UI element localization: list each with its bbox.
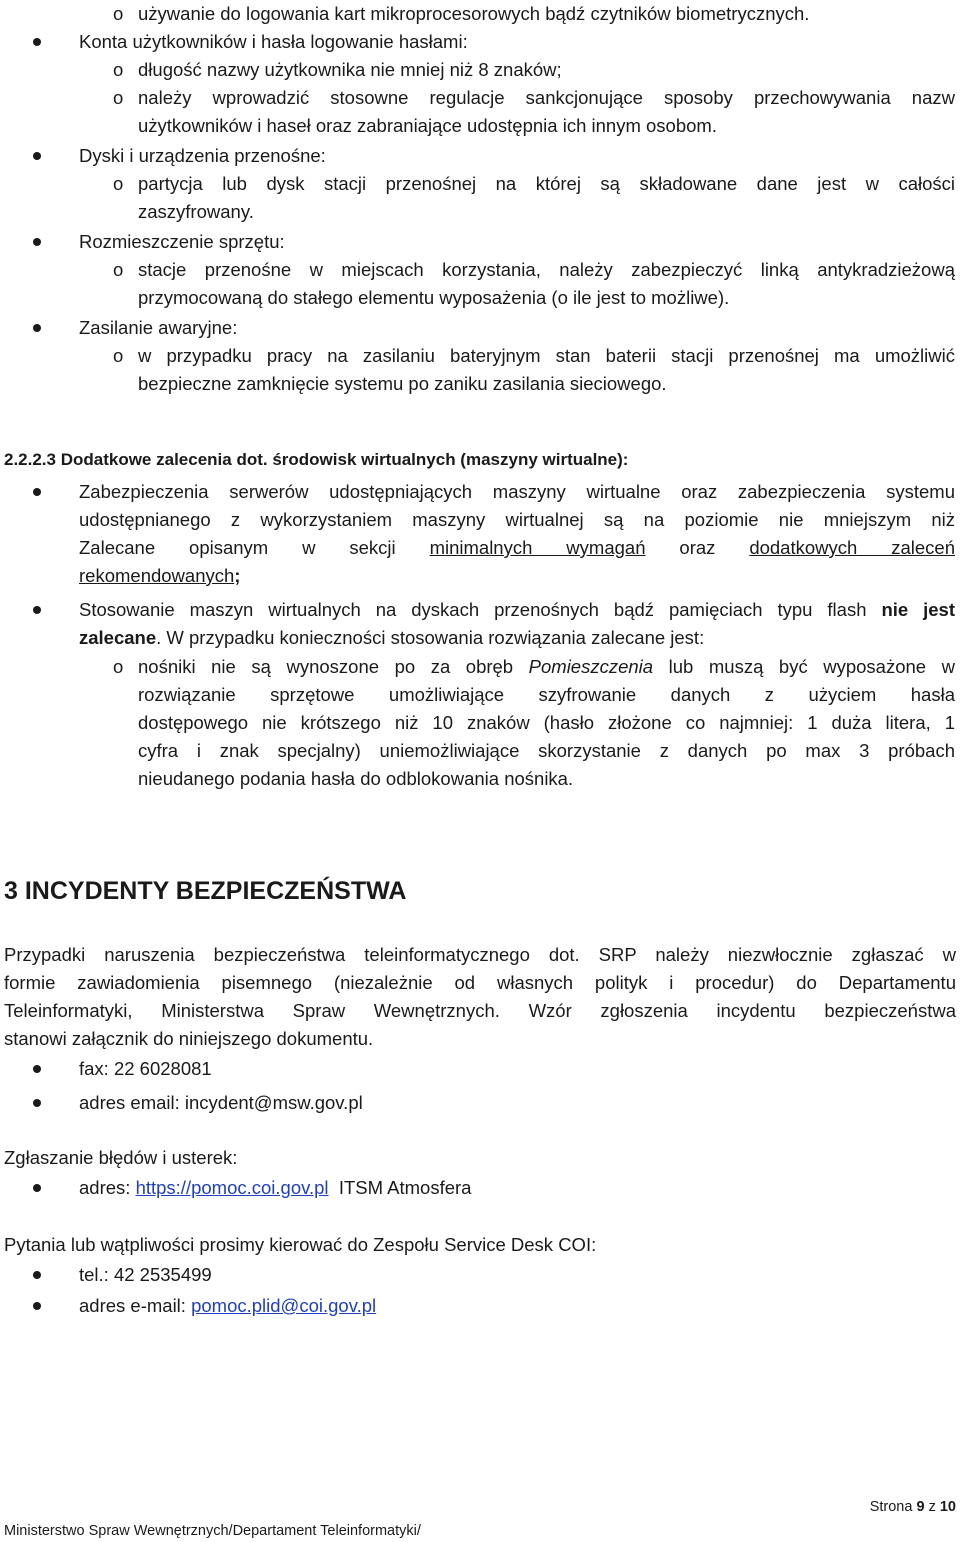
text-run: nośniki nie są wynoszone po za obręb	[138, 656, 529, 677]
text-run: ITSM Atmosfera	[328, 1177, 472, 1198]
paragraph-line	[0, 997, 960, 1025]
list-text	[79, 1292, 955, 1320]
page-number-text	[870, 1496, 956, 1518]
list-item-continued	[0, 562, 960, 590]
list-text: udostępnianego z wykorzystaniem maszyny wirtualnej są na poziomie nie mniejszym niż	[79, 509, 955, 530]
sub-bullet-marker: o	[113, 259, 124, 280]
paragraph-line	[0, 1144, 960, 1172]
text-run: adres e-mail:	[79, 1295, 192, 1316]
chapter-heading	[0, 874, 960, 908]
list-item	[0, 1292, 960, 1320]
list-text: Konta użytkowników i hasła logowanie hasłami:	[79, 31, 468, 52]
list-text: dostępowego nie krótszego niż 10 znaków (hasło złożone co najmniej: 1 duża litera, 1	[138, 712, 955, 733]
heading-text: 2.2.2.3 Dodatkowe zalecenia dot. środowisk wirtualnych (maszyny wirtualne):	[4, 450, 629, 469]
list-text	[79, 534, 955, 562]
list-item	[0, 142, 960, 170]
recommended-link[interactable]: rekomendowanych	[79, 565, 235, 586]
list-item	[0, 1055, 960, 1083]
list-item	[0, 1089, 960, 1117]
text-run: ;	[234, 565, 241, 586]
paragraph-text: Przypadki naruszenia bezpieczeństwa teleinformatycznego dot. SRP należy niezwłocznie zgłaszać w	[4, 944, 956, 965]
list-text	[138, 653, 955, 681]
email-text: adres email: incydent@msw.gov.pl	[79, 1092, 363, 1113]
bullet-icon	[33, 606, 41, 614]
list-item	[0, 28, 960, 56]
list-text	[79, 562, 955, 590]
paragraph-text: stanowi załącznik do niniejszego dokumentu.	[4, 1028, 374, 1049]
list-item-continued	[0, 534, 960, 562]
list-item-continued	[0, 370, 960, 398]
list-item	[0, 84, 960, 112]
list-item	[0, 596, 960, 624]
text-run: oraz	[645, 537, 750, 558]
pomoc-coi-link[interactable]: https://pomoc.coi.gov.pl	[135, 1177, 329, 1198]
list-item	[0, 0, 960, 28]
bullet-icon	[33, 38, 41, 46]
list-text: rozwiązanie sprzętowe umożliwiające szyfrowanie danych z użyciem hasła	[138, 684, 955, 705]
bullet-icon	[33, 1065, 41, 1073]
text-run: 9	[916, 1499, 925, 1515]
list-item-continued	[0, 284, 960, 312]
list-item	[0, 314, 960, 342]
footer-text: Ministerstwo Spraw Wewnętrznych/Departament Teleinformatyki/	[4, 1523, 421, 1539]
bullet-icon	[33, 1302, 41, 1310]
text-run: Pomieszczenia	[528, 656, 654, 677]
section-heading	[0, 446, 960, 474]
phone-text: tel.: 42 2535499	[79, 1264, 212, 1285]
list-item-continued	[0, 624, 960, 652]
list-item	[0, 342, 960, 370]
sub-bullet-marker: o	[113, 173, 124, 194]
text-run: 10	[939, 1499, 956, 1515]
list-text: przymocowaną do stałego elementu wyposażenia (o ile jest to możliwe).	[138, 287, 730, 308]
list-text: zaszyfrowany.	[138, 201, 254, 222]
list-text: użytkowników i haseł oraz zabraniające udostępnia ich innym osobom.	[138, 115, 717, 136]
bullet-icon	[33, 1184, 41, 1192]
list-text	[79, 1174, 955, 1202]
list-text: należy wprowadzić stosowne regulacje sankcjonujące sposoby przechowywania nazw	[138, 87, 955, 108]
text-run: Strona	[869, 1499, 917, 1515]
list-item	[0, 478, 960, 506]
text-run: Zalecane opisanym w sekcji	[79, 537, 430, 558]
text-run: zalecane	[79, 627, 157, 648]
text-run: z	[924, 1499, 940, 1515]
list-text: stacje przenośne w miejscach korzystania, należy zabezpieczyć linką antykradzieżową	[138, 259, 955, 280]
bullet-icon	[33, 324, 41, 332]
list-text: Dyski i urządzenia przenośne:	[79, 145, 326, 166]
list-text: długość nazwy użytkownika nie mniej niż 8 znaków;	[138, 59, 562, 80]
page-number	[0, 1496, 960, 1518]
minimal-requirements-link[interactable]: minimalnych wymagań	[429, 537, 646, 558]
list-item	[0, 1261, 960, 1289]
list-text: partycja lub dysk stacji przenośnej na której są składowane dane jest w całości	[138, 173, 955, 194]
list-text: w przypadku pracy na zasilaniu bateryjnym stan baterii stacji przenośnej ma umożliwić	[138, 345, 955, 366]
list-item	[0, 1174, 960, 1202]
sub-bullet-marker: o	[113, 3, 124, 24]
paragraph-line	[0, 1025, 960, 1053]
heading-text: 3 INCYDENTY BEZPIECZEŃSTWA	[4, 877, 407, 905]
list-text	[79, 624, 955, 652]
list-item-continued	[0, 709, 960, 737]
list-text: Zasilanie awaryjne:	[79, 317, 238, 338]
additional-recommendations-link[interactable]: dodatkowych zaleceń	[749, 537, 955, 558]
list-item-continued	[0, 765, 960, 793]
text-run: . W przypadku konieczności stosowania rozwiązania zalecane jest:	[156, 627, 705, 648]
footer-org	[0, 1520, 960, 1542]
list-item	[0, 170, 960, 198]
paragraph-text: Teleinformatyki, Ministerstwa Spraw Wewnętrznych. Wzór zgłoszenia incydentu bezpieczeństwa	[4, 1000, 956, 1021]
sub-bullet-marker: o	[113, 87, 124, 108]
paragraph-text: Zgłaszanie błędów i usterek:	[4, 1147, 238, 1168]
sub-bullet-marker: o	[113, 345, 124, 366]
text-run: nie jest	[881, 599, 955, 620]
bullet-icon	[33, 1099, 41, 1107]
list-text: nieudanego podania hasła do odblokowania nośnika.	[138, 768, 574, 789]
paragraph-line	[0, 941, 960, 969]
paragraph-line	[0, 969, 960, 997]
paragraph-text: Pytania lub wątpliwości prosimy kierować do Zespołu Service Desk COI:	[4, 1234, 597, 1255]
list-text: bezpieczne zamknięcie systemu po zaniku zasilania sieciowego.	[138, 373, 667, 394]
list-text: cyfra i znak specjalny) uniemożliwiające skorzystanie z danych po max 3 próbach	[138, 740, 955, 761]
sub-bullet-marker: o	[113, 59, 124, 80]
list-text: używanie do logowania kart mikroprocesorowych bądź czytników biometrycznych.	[138, 3, 810, 24]
list-item	[0, 228, 960, 256]
text-run: adres:	[79, 1177, 136, 1198]
bullet-icon	[33, 238, 41, 246]
paragraph-line	[0, 1231, 960, 1259]
list-item-continued	[0, 681, 960, 709]
text-run: lub muszą być wyposażone w	[653, 656, 955, 677]
paragraph-text: formie zawiadomienia pisemnego (niezależnie od własnych polityk i procedur) do Departamentu	[4, 972, 956, 993]
list-item-continued	[0, 198, 960, 226]
bullet-icon	[33, 152, 41, 160]
list-text: Rozmieszczenie sprzętu:	[79, 231, 285, 252]
sub-bullet-marker: o	[113, 656, 124, 677]
list-item-continued	[0, 506, 960, 534]
list-item	[0, 256, 960, 284]
bullet-icon	[33, 488, 41, 496]
fax-text: fax: 22 6028081	[79, 1058, 212, 1079]
list-text	[79, 596, 955, 624]
support-email-link[interactable]: pomoc.plid@coi.gov.pl	[191, 1295, 377, 1316]
bullet-icon	[33, 1271, 41, 1279]
list-item	[0, 56, 960, 84]
list-text: Zabezpieczenia serwerów udostępniających maszyny wirtualne oraz zabezpieczenia systemu	[79, 481, 955, 502]
text-run: Stosowanie maszyn wirtualnych na dyskach przenośnych bądź pamięciach typu flash	[79, 599, 882, 620]
list-item-continued	[0, 737, 960, 765]
list-item-continued	[0, 112, 960, 140]
list-item	[0, 653, 960, 681]
